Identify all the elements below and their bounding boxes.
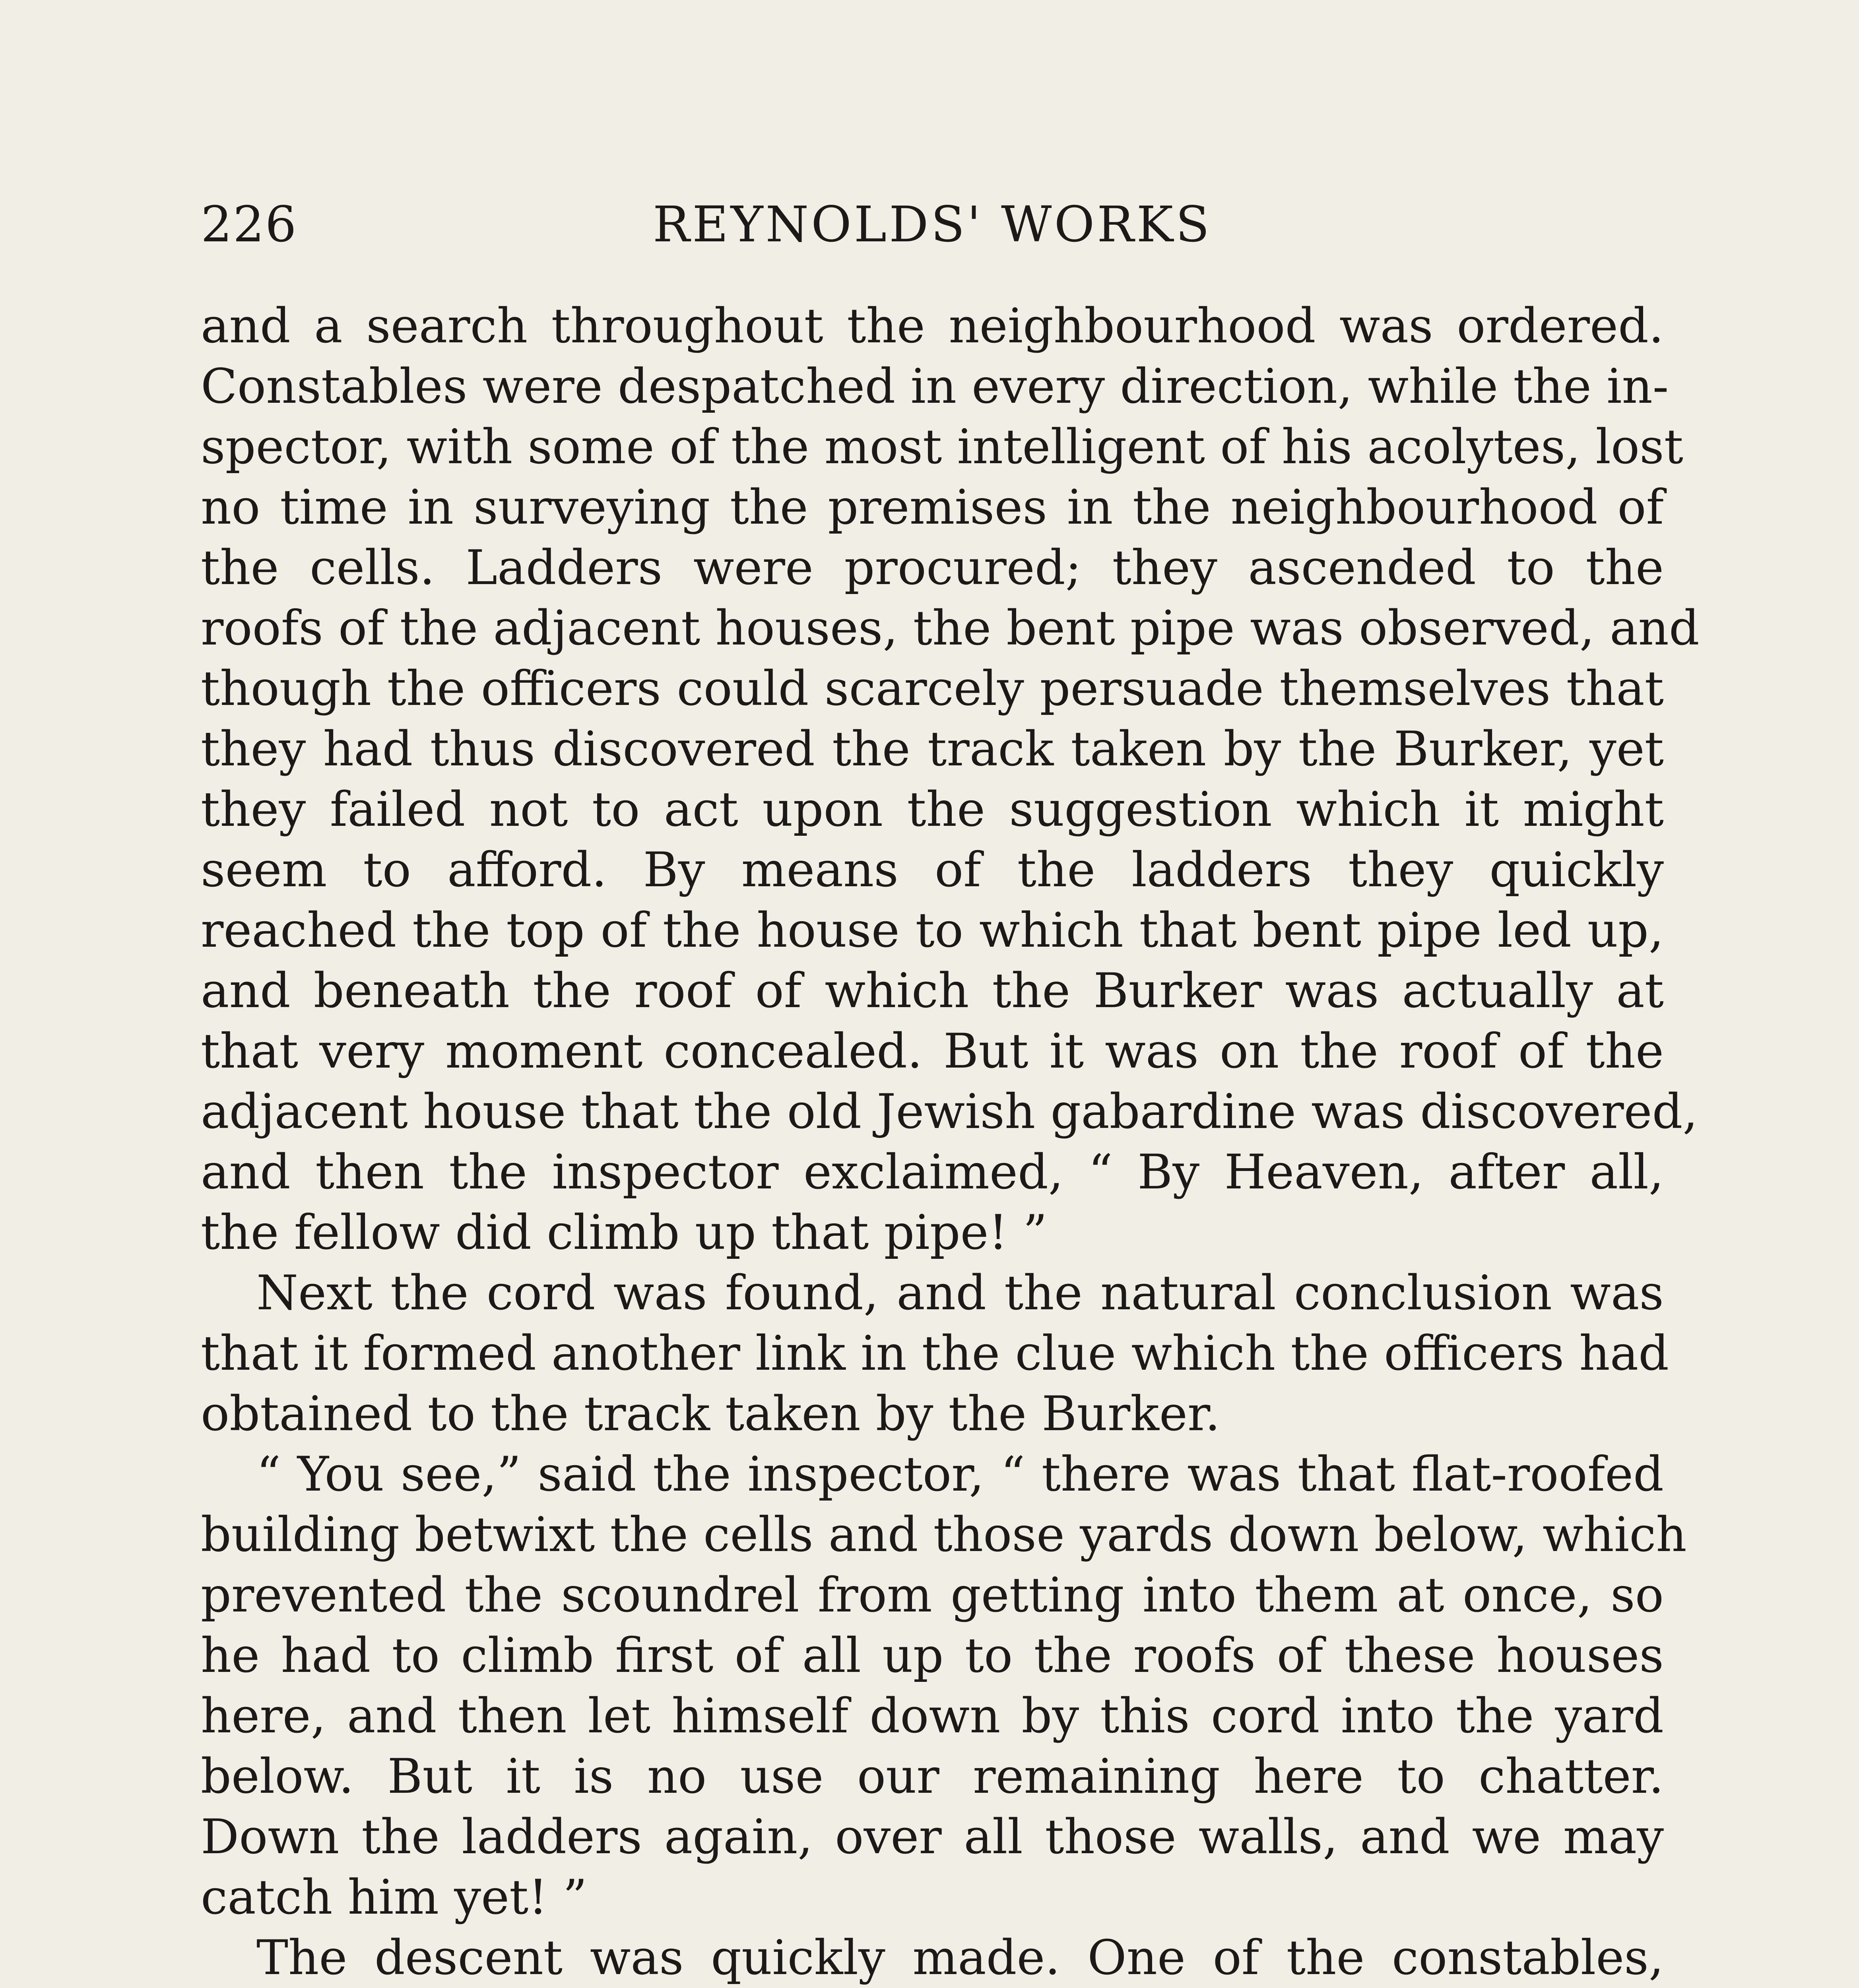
- running-title: REYNOLDS' WORKS: [652, 196, 1212, 253]
- text-line: catch him yet! ”: [201, 1870, 587, 1925]
- text-line: below. But it is no use our remaining here to chatter.: [201, 1749, 1664, 1804]
- text-line: no time in surveying the premises in the neighbourhood of: [201, 480, 1664, 535]
- page-header: [201, 191, 1664, 258]
- text-line: obtained to the track taken by the Burker.: [201, 1386, 1221, 1442]
- text-line: Down the ladders again, over all those walls, and we may: [201, 1809, 1664, 1865]
- text-line: “ You see,” said the inspector, “ there was that flat-roofed: [256, 1447, 1664, 1502]
- text-line: spector, with some of the most intelligent of his acolytes, lost: [201, 419, 1683, 475]
- text-line: seem to afford. By means of the ladders they quickly: [201, 843, 1664, 898]
- text-line: and beneath the roof of which the Burker was actually at: [201, 963, 1664, 1019]
- text-line: reached the top of the house to which that bent pipe led up,: [201, 903, 1664, 958]
- text-line: though the officers could scarcely persuade themselves that: [201, 661, 1664, 716]
- text-line: that very moment concealed. But it was on the roof of the: [201, 1024, 1664, 1079]
- text-line: they failed not to act upon the suggestion which it might: [201, 782, 1664, 837]
- text-line: and a search throughout the neighbourhood was ordered.: [201, 299, 1664, 354]
- text-line: they had thus discovered the track taken by the Burker, yet: [201, 722, 1664, 777]
- text-line: and then the inspector exclaimed, “ By Heaven, after all,: [201, 1145, 1664, 1200]
- text-line: he had to climb first of all up to the roofs of these houses: [201, 1628, 1664, 1683]
- text-line: adjacent house that the old Jewish gabardine was discovered,: [201, 1084, 1698, 1140]
- text-line: the fellow did climb up that pipe! ”: [201, 1205, 1048, 1260]
- text-line: The descent was quickly made. One of the constables,: [256, 1930, 1664, 1986]
- text-line: roofs of the adjacent houses, the bent pipe was observed, and: [201, 601, 1700, 656]
- body-text: [201, 296, 1700, 1988]
- text-line: Next the cord was found, and the natural conclusion was: [256, 1266, 1664, 1321]
- text-line: here, and then let himself down by this cord into the yard: [201, 1689, 1664, 1744]
- text-line: that it formed another link in the clue which the officers had: [201, 1326, 1669, 1381]
- page-number: 226: [201, 196, 297, 253]
- text-line: building betwixt the cells and those yards down below, which: [201, 1507, 1687, 1563]
- text-line: the cells. Ladders were procured; they ascended to the: [201, 540, 1664, 596]
- text-line: prevented the scoundrel from getting into them at once, so: [201, 1568, 1664, 1623]
- text-line: Constables were despatched in every direction, while the in-: [201, 359, 1669, 414]
